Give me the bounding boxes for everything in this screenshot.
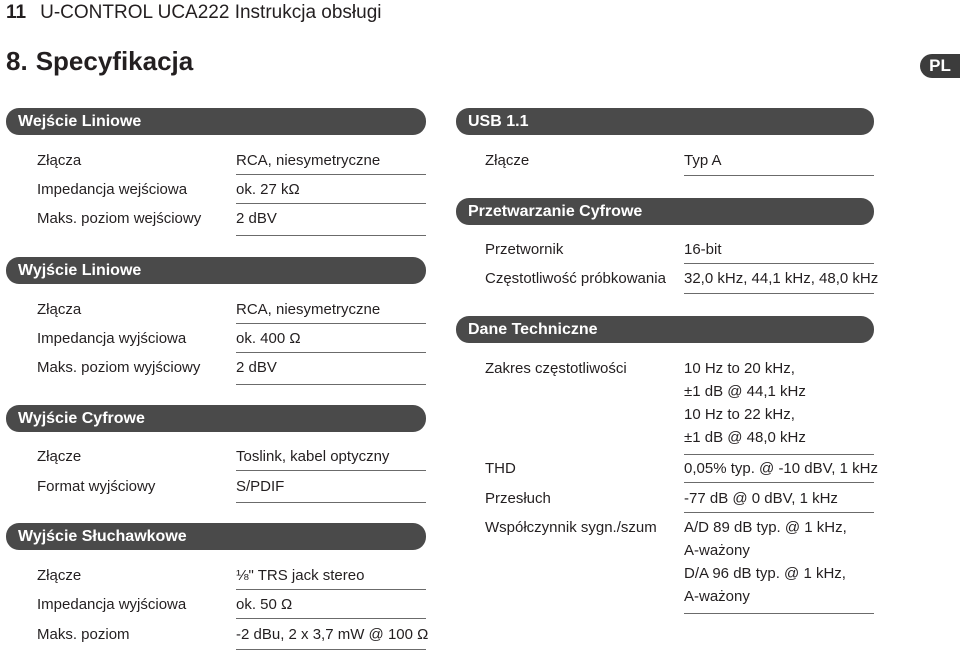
spec-value [684, 518, 847, 606]
spec-value: ok. 400 Ω [236, 330, 301, 347]
row-divider [236, 384, 426, 385]
spec-value-line: ±1 dB @ 48,0 kHz [684, 429, 806, 446]
section-header-line-in: Wejście Liniowe [6, 108, 426, 135]
spec-value-line: A-ważony [684, 588, 750, 605]
row-divider [684, 175, 874, 176]
spec-label: Złącza [37, 301, 82, 318]
spec-value: RCA, niesymetryczne [236, 152, 381, 169]
spec-value: Toslink, kabel optyczny [236, 448, 390, 465]
spec-label: Złącze [37, 567, 82, 584]
spec-label: Zakres częstotliwości [485, 360, 627, 377]
language-tab: PL [920, 54, 960, 78]
spec-label: Maks. poziom [37, 626, 130, 643]
section-header-digital-processing: Przetwarzanie Cyfrowe [456, 198, 874, 225]
spec-value-line: 10 Hz to 22 kHz, [684, 406, 795, 423]
row-divider [236, 649, 426, 650]
spec-value: ok. 27 kΩ [236, 181, 300, 198]
spec-value: -2 dBu, 2 x 3,7 mW @ 100 Ω [236, 626, 429, 643]
spec-label: Format wyjściowy [37, 478, 156, 495]
spec-value-line: 10 Hz to 20 kHz, [684, 360, 795, 377]
spec-label: Przetwornik [485, 241, 564, 258]
spec-label: Częstotliwość próbkowania [485, 270, 666, 287]
row-divider [236, 589, 426, 590]
spec-value: S/PDIF [236, 478, 285, 495]
row-divider [684, 263, 874, 264]
row-divider [684, 454, 874, 455]
spec-label: Współczynnik sygn./szum [485, 519, 657, 536]
spec-label: Maks. poziom wyjściowy [37, 359, 201, 376]
row-divider [684, 293, 874, 294]
section-header-tech-data: Dane Techniczne [456, 316, 874, 343]
row-divider [684, 613, 874, 614]
row-divider [236, 174, 426, 175]
spec-value-line: D/A 96 dB typ. @ 1 kHz, [684, 565, 846, 582]
spec-value: Typ A [684, 152, 722, 169]
spec-value-line: A-ważony [684, 542, 750, 559]
spec-value [684, 359, 806, 447]
spec-value: ok. 50 Ω [236, 596, 293, 613]
row-divider [236, 203, 426, 204]
spec-label: THD [485, 460, 516, 477]
row-divider [236, 235, 426, 236]
page-header [6, 2, 382, 24]
spec-value: 0,05% typ. @ -10 dBV, 1 kHz [684, 460, 878, 477]
spec-label: Impedancja wyjściowa [37, 596, 187, 613]
spec-value: RCA, niesymetryczne [236, 301, 381, 318]
section-header-headphones: Wyjście Słuchawkowe [6, 523, 426, 550]
spec-value-line: A/D 89 dB typ. @ 1 kHz, [684, 519, 847, 536]
spec-value-line: ±1 dB @ 44,1 kHz [684, 383, 806, 400]
spec-value: 32,0 kHz, 44,1 kHz, 48,0 kHz [684, 270, 879, 287]
section-header-line-out: Wyjście Liniowe [6, 257, 426, 284]
row-divider [684, 482, 874, 483]
spec-label: Przesłuch [485, 490, 551, 507]
spec-value: 2 dBV [236, 210, 277, 227]
spec-value: 16-bit [684, 241, 722, 258]
spec-label: Złącze [37, 448, 82, 465]
row-divider [684, 512, 874, 513]
spec-label: Impedancja wejściowa [37, 181, 188, 198]
row-divider [236, 502, 426, 503]
page-number: 11 [6, 2, 27, 23]
document-title: U-CONTROL UCA222 Instrukcja obsługi [40, 2, 382, 23]
spec-label: Impedancja wyjściowa [37, 330, 187, 347]
spec-value: 2 dBV [236, 359, 277, 376]
spec-label: Złącze [485, 152, 530, 169]
section-number: 8. [6, 46, 28, 76]
section-header-usb: USB 1.1 [456, 108, 874, 135]
row-divider [236, 470, 426, 471]
row-divider [236, 352, 426, 353]
row-divider [236, 323, 426, 324]
section-title [6, 46, 193, 77]
spec-value: -77 dB @ 0 dBV, 1 kHz [684, 490, 838, 507]
section-title-text: Specyfikacja [35, 46, 194, 76]
section-header-digital-out: Wyjście Cyfrowe [6, 405, 426, 432]
row-divider [236, 618, 426, 619]
spec-label: Maks. poziom wejściowy [37, 210, 202, 227]
spec-label: Złącza [37, 152, 82, 169]
spec-value: ⅛" TRS jack stereo [236, 567, 365, 584]
